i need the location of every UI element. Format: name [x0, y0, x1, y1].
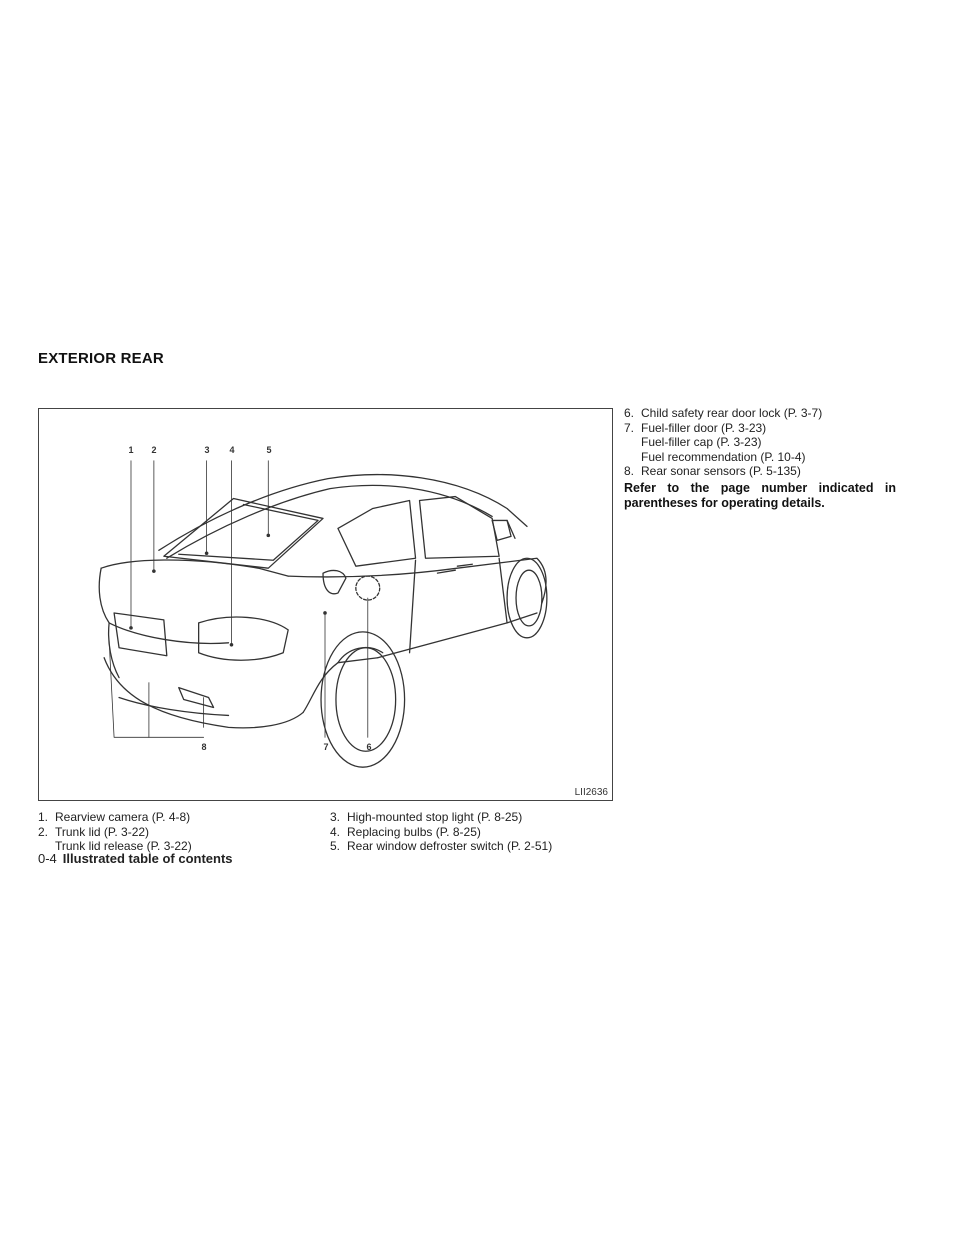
- list-item: 5. Rear window defroster switch (P. 2-51): [330, 839, 553, 853]
- list-item: 6. Child safety rear door lock (P. 3-7): [624, 406, 823, 420]
- list-subitem: Trunk lid release (P. 3-22): [55, 839, 192, 853]
- legend-column-2: [330, 810, 620, 854]
- callout-3: 3: [204, 445, 210, 455]
- list-item: 4. Replacing bulbs (P. 8-25): [330, 824, 481, 839]
- section-title: EXTERIOR REAR: [38, 350, 164, 367]
- list-item: 2. Trunk lid (P. 3-22): [38, 824, 150, 839]
- car-rear-illustration: [38, 408, 613, 801]
- footer-title: Illustrated table of contents: [62, 851, 233, 866]
- list-item: 7. Fuel-filler door (P. 3-23): [624, 420, 767, 435]
- figure-code: LII2636: [574, 787, 608, 798]
- list-item: 8. Rear sonar sensors (P. 5-135): [624, 464, 801, 478]
- callout-5: 5: [266, 445, 272, 455]
- list-subitem: Fuel-filler cap (P. 3-23): [641, 435, 762, 449]
- callout-8: 8: [201, 742, 207, 752]
- list-subitem: Fuel recommendation (P. 10-4): [641, 449, 806, 464]
- callout-6: 6: [366, 742, 372, 752]
- list-item: 1. Rearview camera (P. 4-8): [38, 810, 191, 824]
- callout-4: 4: [229, 445, 235, 455]
- list-item: 3. High-mounted stop light (P. 8-25): [330, 810, 523, 824]
- legend-column-1: [38, 810, 318, 854]
- page-number: 0-4: [38, 851, 57, 866]
- callout-2: 2: [151, 445, 157, 455]
- reference-note: Refer to the page number indicated in parentheses for operating details.: [624, 480, 896, 510]
- page-footer: [38, 851, 233, 866]
- legend-column-3: [624, 406, 904, 511]
- callout-1: 1: [128, 445, 134, 455]
- callout-7: 7: [323, 742, 329, 752]
